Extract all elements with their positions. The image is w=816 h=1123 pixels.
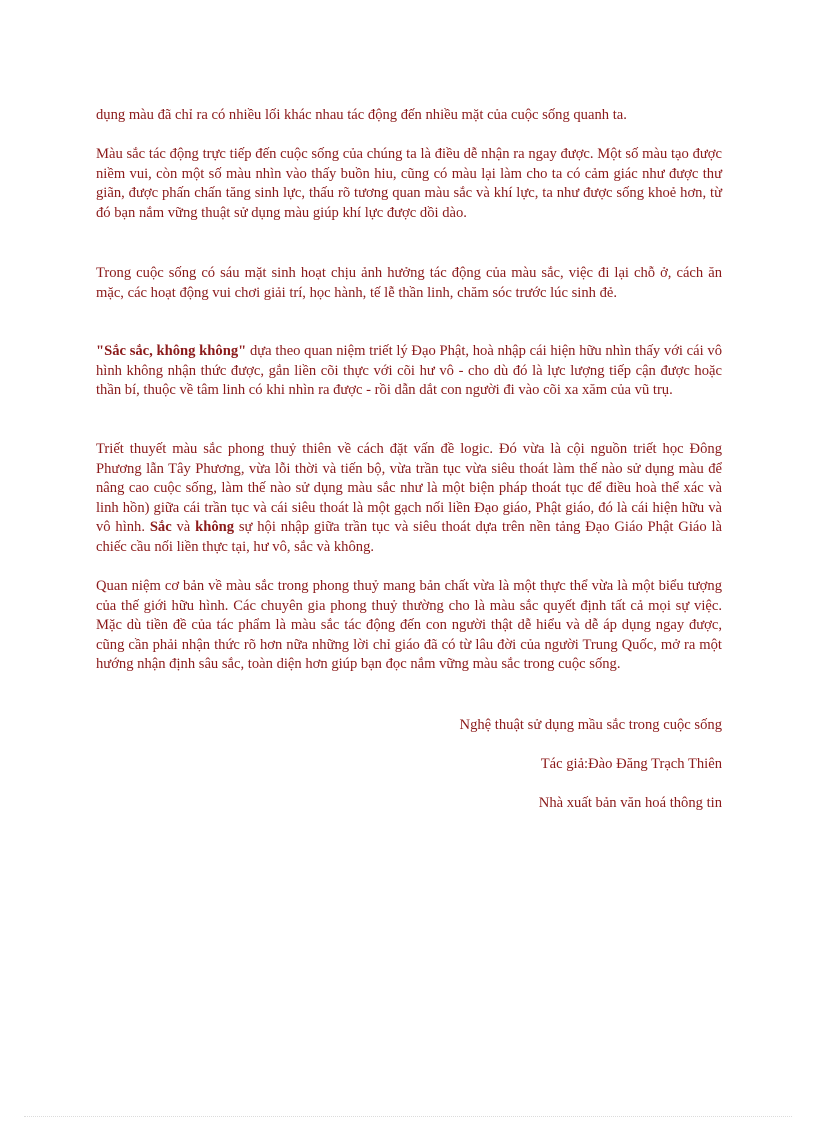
page-bottom-divider [24, 1116, 792, 1117]
paragraph-sac-sac-khong-khong [96, 342, 722, 401]
paragraph-text: Quan niệm cơ bản về màu sắc trong phong thuỷ mang bản chất vừa là một thực thể vừa là một biểu tượng của thế giới hữu hình. Các chuyên gia phong thuỷ thường cho là màu sắc quyết định tất cả mọi sự việc. Mặc dù tiền đề của tác phẩm là màu sắc tác động đến con người thật dễ hiểu và dễ áp dụng ngay được, cũng cần phải nhận thức rõ hơn nữa những lời chỉ giáo đã có từ lâu đời của người Trung Quốc, mở ra một hướng nhận định sâu sắc, toàn diện hơn giúp bạn đọc nắm vững màu sắc trong cuộc sống. [96, 578, 722, 672]
quote-phrase: "Sắc sắc, không không" [96, 343, 247, 359]
paragraph-text: dụng màu đã chỉ ra có nhiều lối khác nhau tác động đến nhiều mặt của cuộc sống quanh ta. [96, 107, 627, 123]
paragraph-text: và [171, 519, 196, 535]
publisher-line: Nhà xuất bản văn hoá thông tin [538, 795, 722, 811]
paragraph-text: sự hội nhập giữa trần tục và siêu thoát dựa trên nền tảng Đạo Giáo Phật Giáo là chiếc cầu nối liền thực tại, hư vô, sắc và không. [96, 519, 723, 555]
paragraph-basic-concept [96, 577, 722, 675]
bold-term-sac: Sắc [149, 519, 172, 535]
bold-term-khong: không [195, 519, 235, 535]
book-title: Nghệ thuật sử dụng mầu sắc trong cuộc sống [459, 717, 722, 733]
paragraph-text: Màu sắc tác động trực tiếp đến cuộc sống của chúng ta là điều dễ nhận ra ngay được. Một số màu tạo được niềm vui, còn một số màu nhìn vào thấy buồn hiu, cũng có màu lại làm cho ta có cảm giác như được thư giãn, được phấn chấn tăng sinh lực, thấu rõ tương quan màu sắc và khí lực, ta như được sống khoẻ hơn, từ đó bạn nắm vững thuật sử dụng màu giúp khí lực được dồi dào. [96, 146, 722, 221]
paragraph-six-aspects [96, 264, 722, 303]
paragraph-text: Trong cuộc sống có sáu mặt sinh hoạt chịu ảnh hưởng tác động của màu sắc, việc đi lại chỗ ở, cách ăn mặc, các hoạt động vui chơi giải trí, học hành, tế lễ thần linh, chăm sóc trước lúc sinh đẻ. [96, 265, 722, 301]
paragraph-intro-continuation [96, 106, 722, 126]
author-line: Tác giả:Đào Đăng Trạch Thiên [540, 756, 722, 772]
paragraph-text: dựa theo quan niệm triết lý Đạo Phật, hoà nhập cái hiện hữu nhìn thấy với cái vô hình không nhận thức được, gắn liền cõi thực với cõi hư vô - cho dù đó là lực lượng tiếp cận được hoặc thần bí, thuộc về tâm linh có khi nhìn ra được - rồi dẫn dắt con người đi vào cõi xa xăm của vũ trụ. [96, 343, 722, 398]
paragraph-text: Triết thuyết màu sắc phong thuỷ thiên về cách đặt vấn đề logic. Đó vừa là cội nguồn triết học Đông Phương lẫn Tây Phương, vừa lỗi thời và tiến bộ, vừa trần tục vừa siêu thoát làm thế nào sử dụng màu để nâng cao cuộc sống, làm thế nào sử dụng màu sắc như là một biện pháp thoát tục để điều hoà thể xác và linh hồn) giữa cái trần tục và cái siêu thoát là một gạch nối liền Đạo giáo, Phật giáo, đó là cái hiện hữu và vô hình. [96, 441, 722, 535]
paragraph-philosophy [96, 440, 722, 557]
paragraph-color-effects [96, 145, 722, 223]
